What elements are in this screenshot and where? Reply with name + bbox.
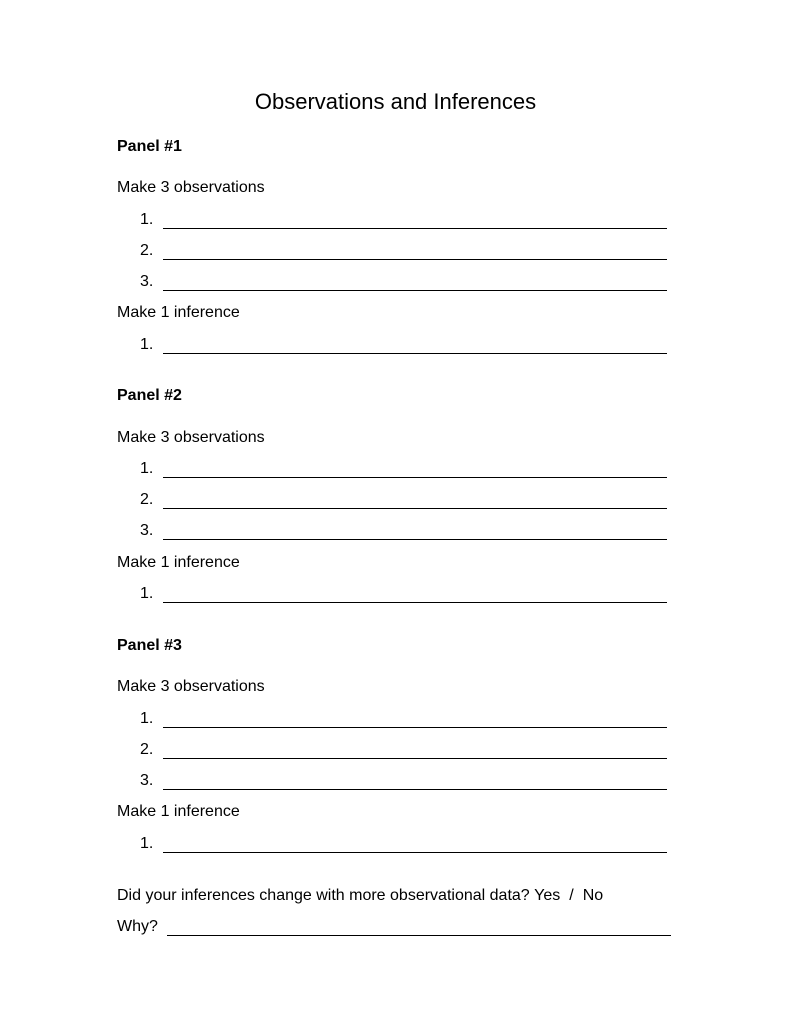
answer-line[interactable] [163,228,667,229]
item-number: 3. [140,522,154,539]
answer-line[interactable] [163,852,667,853]
panel-1-heading: Panel #1 [117,138,182,155]
panel-1-observation-2[interactable] [140,241,670,261]
panel-3-inference-1[interactable] [140,834,670,854]
panel-1-observation-3[interactable] [140,272,670,292]
why-row[interactable] [117,917,677,937]
item-number: 1. [140,460,154,477]
no-choice[interactable]: No [582,887,604,904]
panel-2-heading: Panel #2 [117,387,182,404]
page-title: Observations and Inferences [254,89,537,114]
panel-3-observation-3[interactable] [140,771,670,791]
panel-3-inference-prompt: Make 1 inference [117,803,240,820]
answer-line[interactable] [163,758,667,759]
answer-line[interactable] [163,477,667,478]
panel-2-inference-prompt: Make 1 inference [117,554,240,571]
answer-line[interactable] [163,353,667,354]
item-number: 2. [140,491,154,508]
item-number: 2. [140,741,154,758]
panel-1-observations-prompt: Make 3 observations [117,179,265,196]
item-number: 1. [140,211,154,228]
item-number: 3. [140,772,154,789]
answer-line[interactable] [163,727,667,728]
panel-1-observation-1[interactable] [140,210,670,230]
item-number: 2. [140,242,154,259]
final-question-text: Did your inferences change with more observational data? [117,887,530,904]
panel-2-observation-3[interactable] [140,521,670,541]
yes-choice[interactable]: Yes [534,887,561,904]
final-question [117,886,603,906]
item-number: 1. [140,336,154,353]
panel-3-observation-2[interactable] [140,740,670,760]
item-number: 1. [140,585,154,602]
why-label: Why? [117,918,158,935]
choice-separator: / [569,887,574,904]
answer-line[interactable] [163,290,667,291]
panel-2-observation-2[interactable] [140,490,670,510]
answer-line[interactable] [163,539,667,540]
panel-2-observation-1[interactable] [140,459,670,479]
item-number: 1. [140,835,154,852]
panel-2-observations-prompt: Make 3 observations [117,429,265,446]
panel-3-heading: Panel #3 [117,637,182,654]
panel-3-observation-1[interactable] [140,709,670,729]
item-number: 1. [140,710,154,727]
answer-line[interactable] [163,789,667,790]
answer-line[interactable] [163,602,667,603]
panel-1-inference-prompt: Make 1 inference [117,304,240,321]
panel-2-inference-1[interactable] [140,584,670,604]
item-number: 3. [140,273,154,290]
answer-line[interactable] [163,508,667,509]
answer-line[interactable] [163,259,667,260]
panel-3-observations-prompt: Make 3 observations [117,678,265,695]
panel-1-inference-1[interactable] [140,335,670,355]
why-answer-line[interactable] [167,935,671,936]
